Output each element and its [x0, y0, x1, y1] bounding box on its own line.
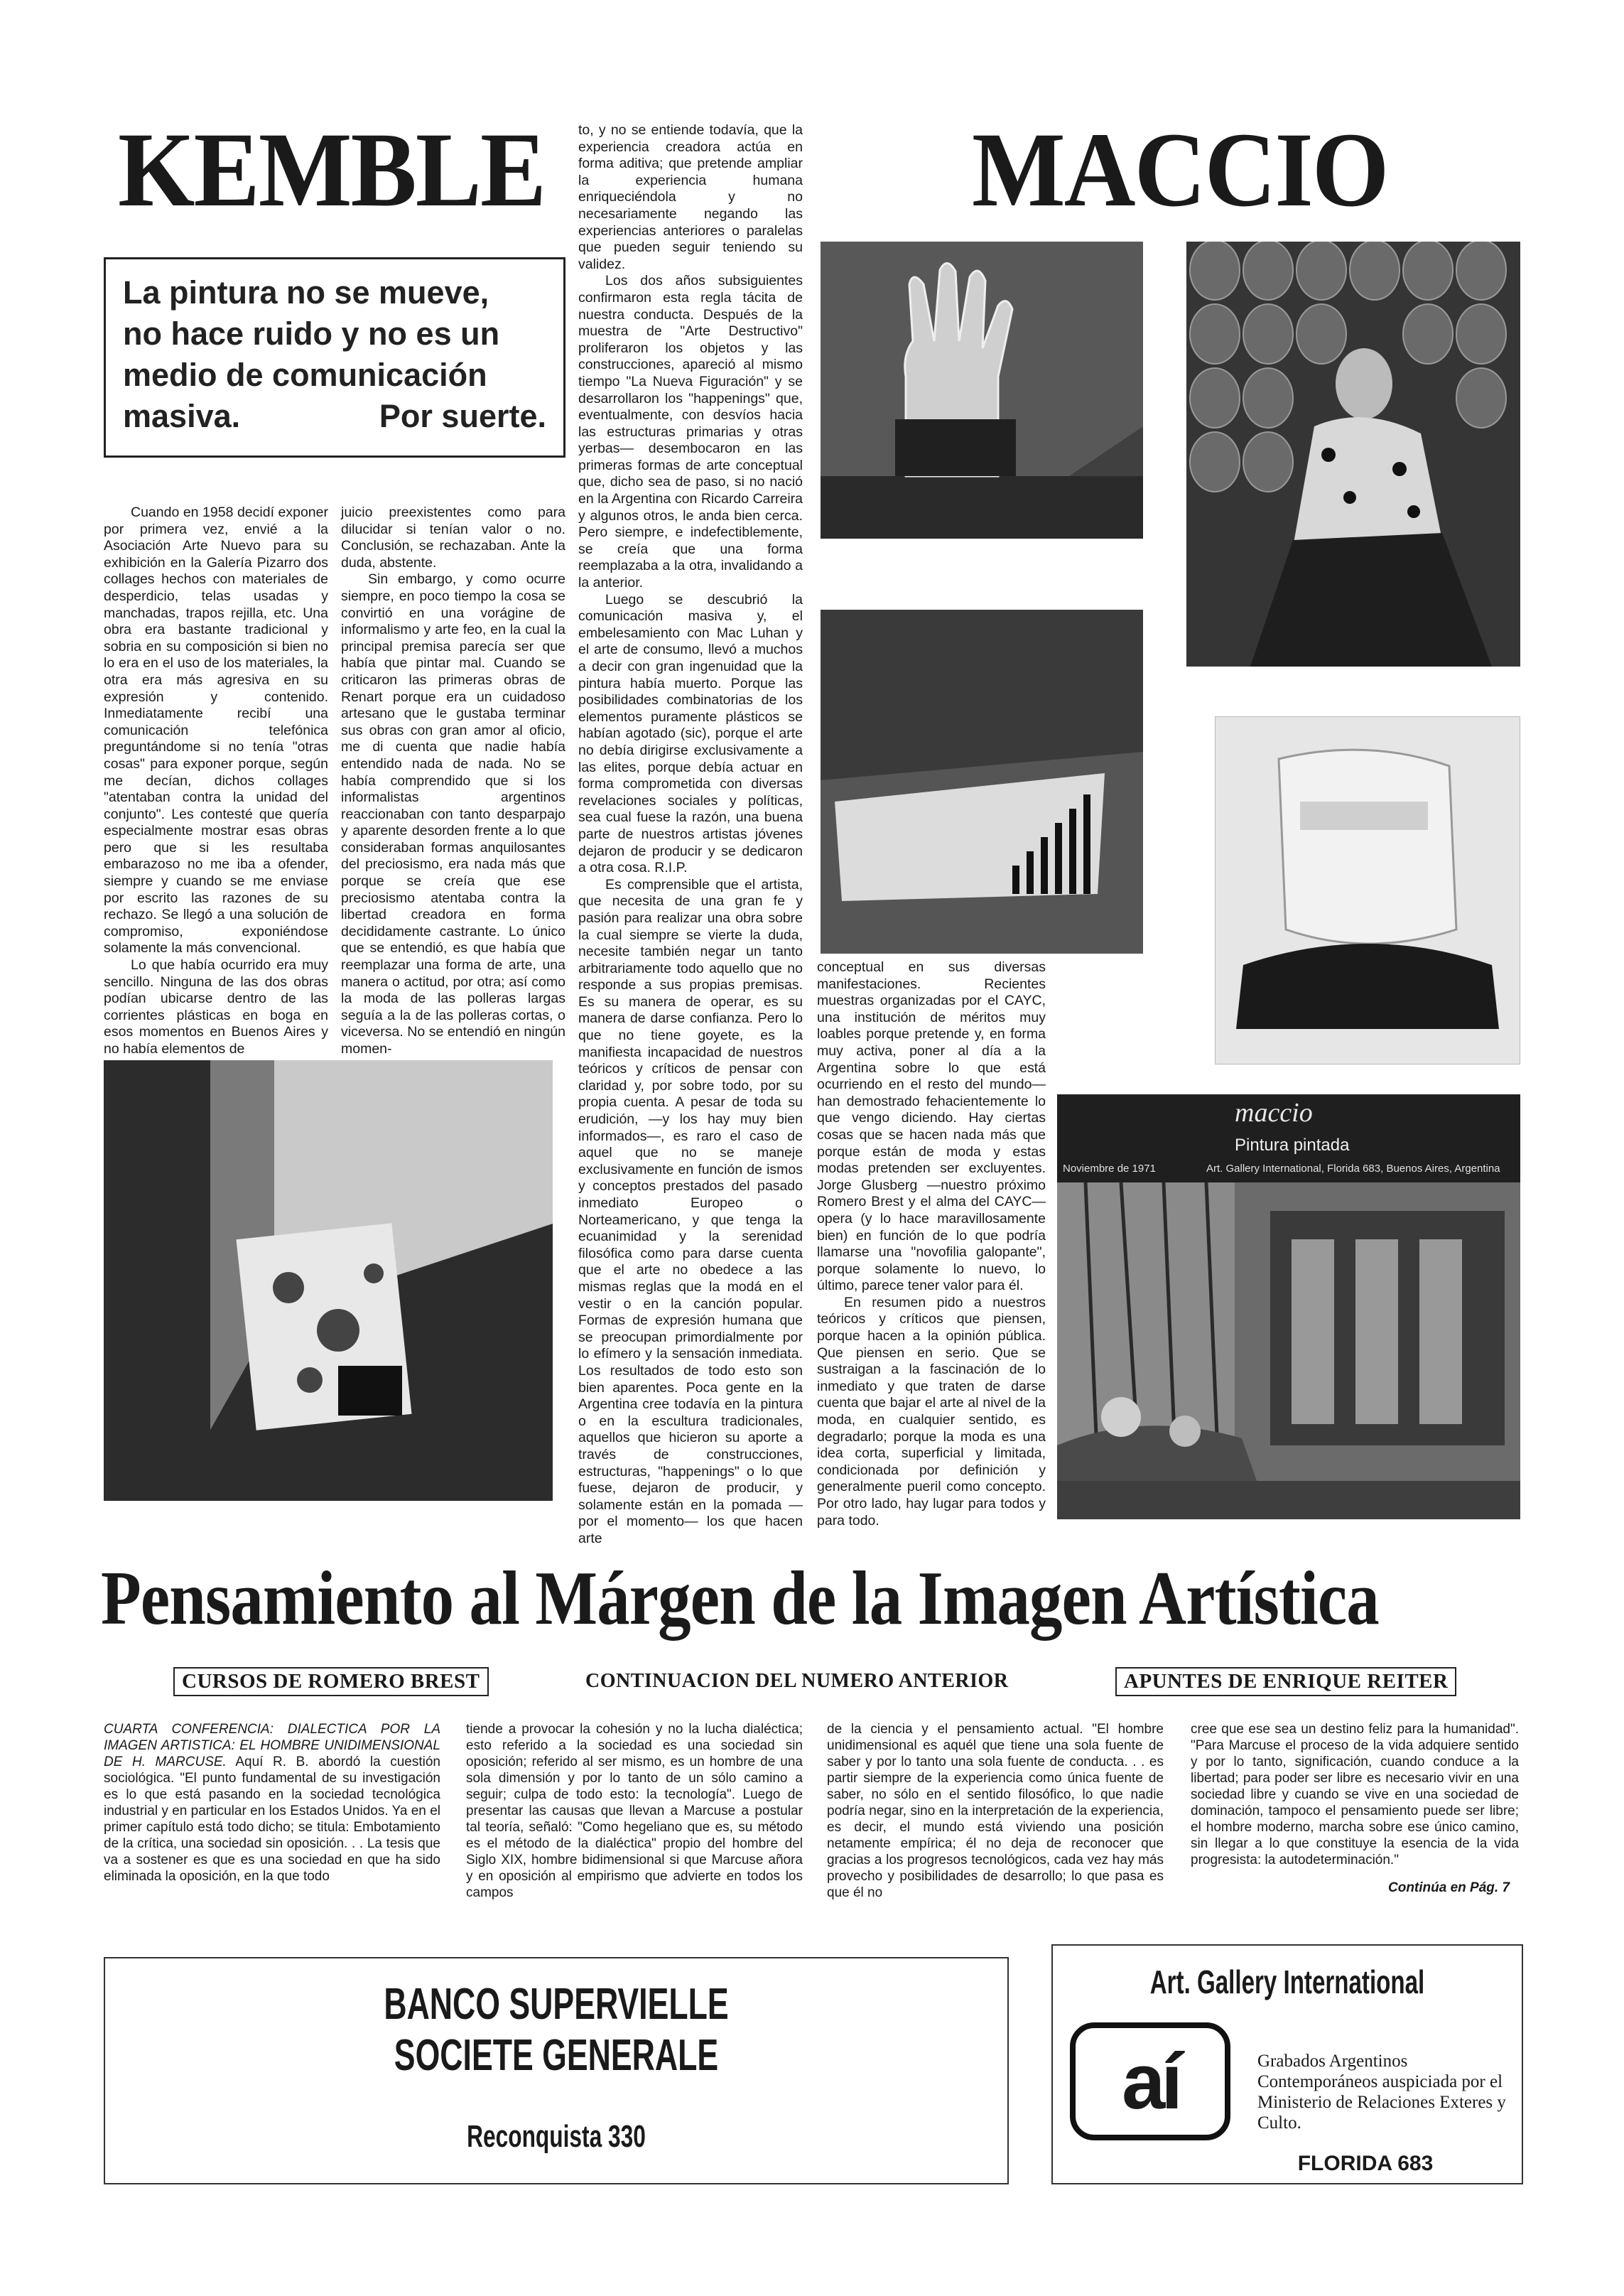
lecture-body: Aquí R. B. abordó la cuestión sociológica. "El punto fundamental de su investigación es lo que está pasando en la sociedad tecnológica industrial y en particular en los Estados Unidos. Ya en el primer capítulo está todo dicho; se titula: Embotamiento de la crítica, una sociedad sin oposición. . . La tesis que va a sostener es que es una sociedad en que ha sido eliminada la oposición, en la que todo	[104, 1755, 440, 1884]
section-headline: Pensamiento al Márgen de la Imagen Artística	[101, 1556, 1379, 1641]
kemble-column-2	[341, 505, 565, 1058]
paragraph: Cuando en 1958 decidí exponer por primera vez, envié a la Asociación Arte Nuevo para su exhibición en la Galería Pizarro dos collages hechos con materiales de desperdicio, telas usadas y manchadas, trapos rejilla, etc. Una obra era bastante tradicional y sobria en su composición si bien no lo era en el uso de los materiales, la otra era más agresiva en su expresión y contenido. Inmediatamente recibí una comunicación telefónica preguntándome si no tenía "otras cosas" para exponer porque, según me decían, dichos collages "atentaban contra la unidad del conjunto". Les contesté que quería especialmente mostrar esas obras pero que si les resultaba embarazoso no me iba a ofender, siempre y cuando se me enviase por escrito las razones de su rechazo. Se llegó a una solución de compromiso, exponiéndose solamente la más convencional.	[104, 505, 328, 956]
quote-box	[104, 257, 565, 458]
quote-line: medio de comunicación	[123, 357, 487, 393]
poster-title: Pintura pintada	[1235, 1136, 1350, 1155]
paragraph: conceptual en sus diversas manifestaciones. Recientes muestras organizadas por el CAYC, una institución de méritos muy loables porque pretende y, en forma muy activa, poner al día a la Argentina sobre lo que está ocurriendo en el resto del mundo— han demostrado fehacientemente lo que vengo diciendo. Hay ciertas cosas que se hacen nada más que porque están de moda y estas modas pretenden ser excluyentes. Jorge Glusberg —nuestro próximo Romero Brest y el alma del CAYC— opera (y lo hace maravillosamente bien) en función de lo que podría llamarse una "novofilia galopante", porque solamente lo nuevo, lo último, parece tener valor para él.	[817, 959, 1046, 1294]
gallery-description: Grabados Argentinos Contemporáneos auspiciada por el Ministerio de Relaciones Exteres y Culto.	[1257, 2052, 1506, 2133]
paragraph: Lo que había ocurrido era muy sencillo. Ninguna de las dos obras podían ubicarse dentro de las corrientes plásticas en boga en esos momentos en Buenos Aires y no había elementos de	[104, 957, 328, 1057]
bank-address: Reconquista 330	[467, 2119, 646, 2154]
right-section-tag: APUNTES DE ENRIQUE REITER	[1115, 1667, 1456, 1696]
kemble-column-4	[817, 959, 1046, 1529]
kemble-title: KEMBLE	[118, 111, 546, 229]
kemble-column-1	[104, 505, 328, 1058]
poster-venue: Art. Gallery International, Florida 683, Buenos Aires, Argentina	[1206, 1163, 1500, 1175]
paragraph: En resumen pido a nuestros teóricos y críticos que piensen, porque hacen a la opinión pública. Que piensen en serio. Que se sustraigan a la fascinación de lo inmediato y que traten de darse cuenta que bajar el arte al nivel de la moda, en cualquier sentido, es degradarlo; porque la moda es una idea corta, superficial y limitada, condicionada por definición y generalmente pueril como concepto. Por otro lado, hay lugar para todos y para todo.	[817, 1294, 1046, 1529]
left-section-tag: CURSOS DE ROMERO BREST	[173, 1667, 489, 1696]
quote-word: Por suerte.	[379, 398, 546, 434]
artist-signature: maccio	[1235, 1098, 1313, 1128]
bank-name-line2: SOCIETE GENERALE	[394, 2031, 719, 2080]
gallery-title: Art. Gallery International	[1149, 1963, 1425, 2000]
quote-line: La pintura no se mueve,	[123, 274, 489, 311]
lecture-lead: CUARTA CONFERENCIA: DIALECTICA POR LA IMAGEN ARTISTICA: EL HOMBRE UNIDIMENSIONAL DE H. MARCUSE.	[104, 1722, 440, 1769]
bank-name-line1: BANCO SUPERVIELLE	[384, 1980, 729, 2029]
quote-line: no hace ruido y no es un	[123, 316, 500, 352]
gallery-advertisement	[1051, 1944, 1523, 2184]
paragraph: Sin embargo, y como ocurre siempre, en poco tiempo la cosa se convirtió en una vorágine de informalismo y arte feo, en la cual la principal premisa parecía ser que había que pintar mal. Cuando se criticaron las primeras obras de Renart porque era un cuidadoso artesano que le gustaba terminar sus obras con gran amor al oficio, me di cuenta que nadie había entendido nada de nada. No se había comprendido que si los informalistas argentinos reaccionaban con tanto desparpajo y aparente desorden frente a lo que consideraban formas anquilosantes del preciosismo, era nada más que porque se creía que ese preciosismo atentaba contra la libertad creadora en forma decididamente castrante. Lo único que se entendió, es que había que reemplazar una forma de arte, una manera o actitud, por otra; así como la moda de las polleras largas seguía a la de las polleras cortas, o viceversa. No se entendió en ningún momen-	[341, 571, 565, 1057]
gallery-address: FLORIDA 683	[1297, 2152, 1434, 2175]
seated-figure-painting-image	[1186, 242, 1520, 667]
hand-painting-image	[821, 242, 1143, 539]
kemble-column-3	[578, 122, 803, 1547]
lecture-column-2: tiende a provocar la cohesión y no la lucha dialéctica; esto referido a la sociedad es una sociedad sin oposición; referido al ser mismo, es un hombre de una sola dimensión y por lo tanto de un sólo camino a seguir; culpa de todo esto: la tecnología". Luego de presentar las causas que llevan a Marcuse a postular tal teoría, señaló: "Como hegeliano que es, su método es el método de la dialéctica" propio del hombre del Siglo XIX, hombre bidimensional si que Marcuse añora y en oposición al empirismo que advierte en todos los campos	[466, 1722, 803, 1900]
lecture-column-3: de la ciencia y el pensamiento actual. "El hombre unidimensional es aquél que tiene una sola fuente de saber y por lo tanto una sola fuente de conducta. . . es partir siempre de la experiencia como única fuente de saber, no sólo en el sentido filosófico, lo que nadie podría negar, sino en la interpretación de la experiencia, es decir, el mundo está viviendo una posición netamente empírica; él no deja de reconocer que gracias a los progresos tecnológicos, cada vez hay más provecho y posibilidades de desarrollo; lo que pasa es que él no	[827, 1722, 1164, 1900]
paragraph: Es comprensible que el artista, que necesita de una gran fe y pasión para realizar una obra sobre la cual siempre se vierte la duda, necesite también negar un tanto arbitrariamente todo aquello que no responde a sus propias premisas. Es su manera de operar, es su manera de darse confianza. Pero lo que no tiene goyete, es la manifiesta incapacidad de nuestros teóricos y críticos de pensar con claridad y, por sobre todo, por su propia cuenta. A pesar de toda su erudición, —y los hay muy bien informados—, es raro el caso de aquel que no se maneje exclusivamente en función de ismos y conceptos prestados del pasado inmediato Europeo o Norteamericano, y que tenga la ecuanimidad y la serenidad filosófica como para darse cuenta que el arte no obedece a las mismas reglas que la modá en el vestir o en la canción popular. Formas de expresión humana que se preocupan primordialmente por lo efímero y la sensación inmediata. Los resultados de todo esto son bien aparentes. Poca gente en la Argentina cree todavía en la pintura o en la escultura tradicionales, aquellos que hicieron su aporte a través de construcciones, estructuras, "happenings" o lo que fuese, dejaron de producir, y solamente están en la pomada —por el momento— los que hacen arte	[578, 876, 803, 1546]
paragraph: Luego se descubrió la comunicación masiva y, el embelesamiento con Mac Luhan y el arte de consumo, llevó a muchos a decir con gran ingenuidad que la pintura había muerto. Porque las posibilidades combinatorias de los elementos puramente plásticos se habían agotado (sic), porque el arte no debía dirigirse exclusivamente a las elites, porque debía actuar en forma comprometida con diversas revelaciones sociales y políticas, sea cual fuese la razón, una buena parte de nuestros artistas jóvenes dejaron de producir y se dedicaron a otra cosa. R.I.P.	[578, 591, 803, 876]
lecture-column-4: cree que ese sea un destino feliz para la humanidad". "Para Marcuse el proceso de la vida adquiere sentido y por lo tanto, significación, cuando conduce a la libertad; para poder ser libre es necesario vivir en una sociedad libre y cuando se vive en una sociedad de dominación, tampoco el pensamiento puede ser libre; el hombre moderno, marcha sobre ese único camino, sin llegar a lo que constituye la esencia de la vida progresista: la autodeterminación."	[1191, 1722, 1519, 1867]
collage-painting-image	[104, 1060, 553, 1501]
bank-advertisement	[104, 1957, 1009, 2184]
paragraph: to, y no se entiende todavía, que la experiencia creadora actúa en forma aditiva; que pretende ampliar la experiencia humana enriqueciéndola y no necesariamente negando las experiencias anteriores o paralelas que pueden seguir teniendo su validez.	[578, 122, 803, 272]
gallery-logo: aí	[1070, 2022, 1230, 2140]
quote-line	[123, 396, 546, 437]
quote-word: masiva.	[123, 398, 241, 434]
maccio-title: MACCIO	[972, 111, 1388, 229]
figure-arms-crossed-image	[1215, 716, 1520, 1065]
bars-painting-image	[821, 610, 1143, 954]
exhibition-poster	[1057, 1094, 1520, 1519]
continued-note: Continúa en Pág. 7	[1388, 1880, 1510, 1895]
poster-date: Noviembre de 1971	[1063, 1163, 1156, 1175]
poster-artwork	[1057, 1182, 1520, 1519]
center-section-tag: CONTINUACION DEL NUMERO ANTERIOR	[585, 1670, 1009, 1692]
paragraph: juicio preexistentes como para dilucidar si tenían valor o no. Conclusión, se rechazaban. Ante la duda, abstente.	[341, 505, 565, 571]
paragraph: Los dos años subsiguientes confirmaron esta regla tácita de nuestra conducta. Después de la muestra de "Arte Destructivo" proliferaron los objetos y las construcciones, apareció al mismo tiempo "La Nueva Figuración" y se desarrollaron los "happenings" que, eventualmente, con desvíos hacia las estructuras primarias y otras yerbas— desembocaron en las primeras formas de arte conceptual que, dicho sea de paso, si no nació en la Argentina con Ricardo Carreira y algunos otros, le anda bien cerca. Pero siempre, e indefectiblemente, se creía que una forma reemplazaba a la otra, invalidando a la anterior.	[578, 273, 803, 591]
lecture-column-1	[104, 1721, 440, 1885]
